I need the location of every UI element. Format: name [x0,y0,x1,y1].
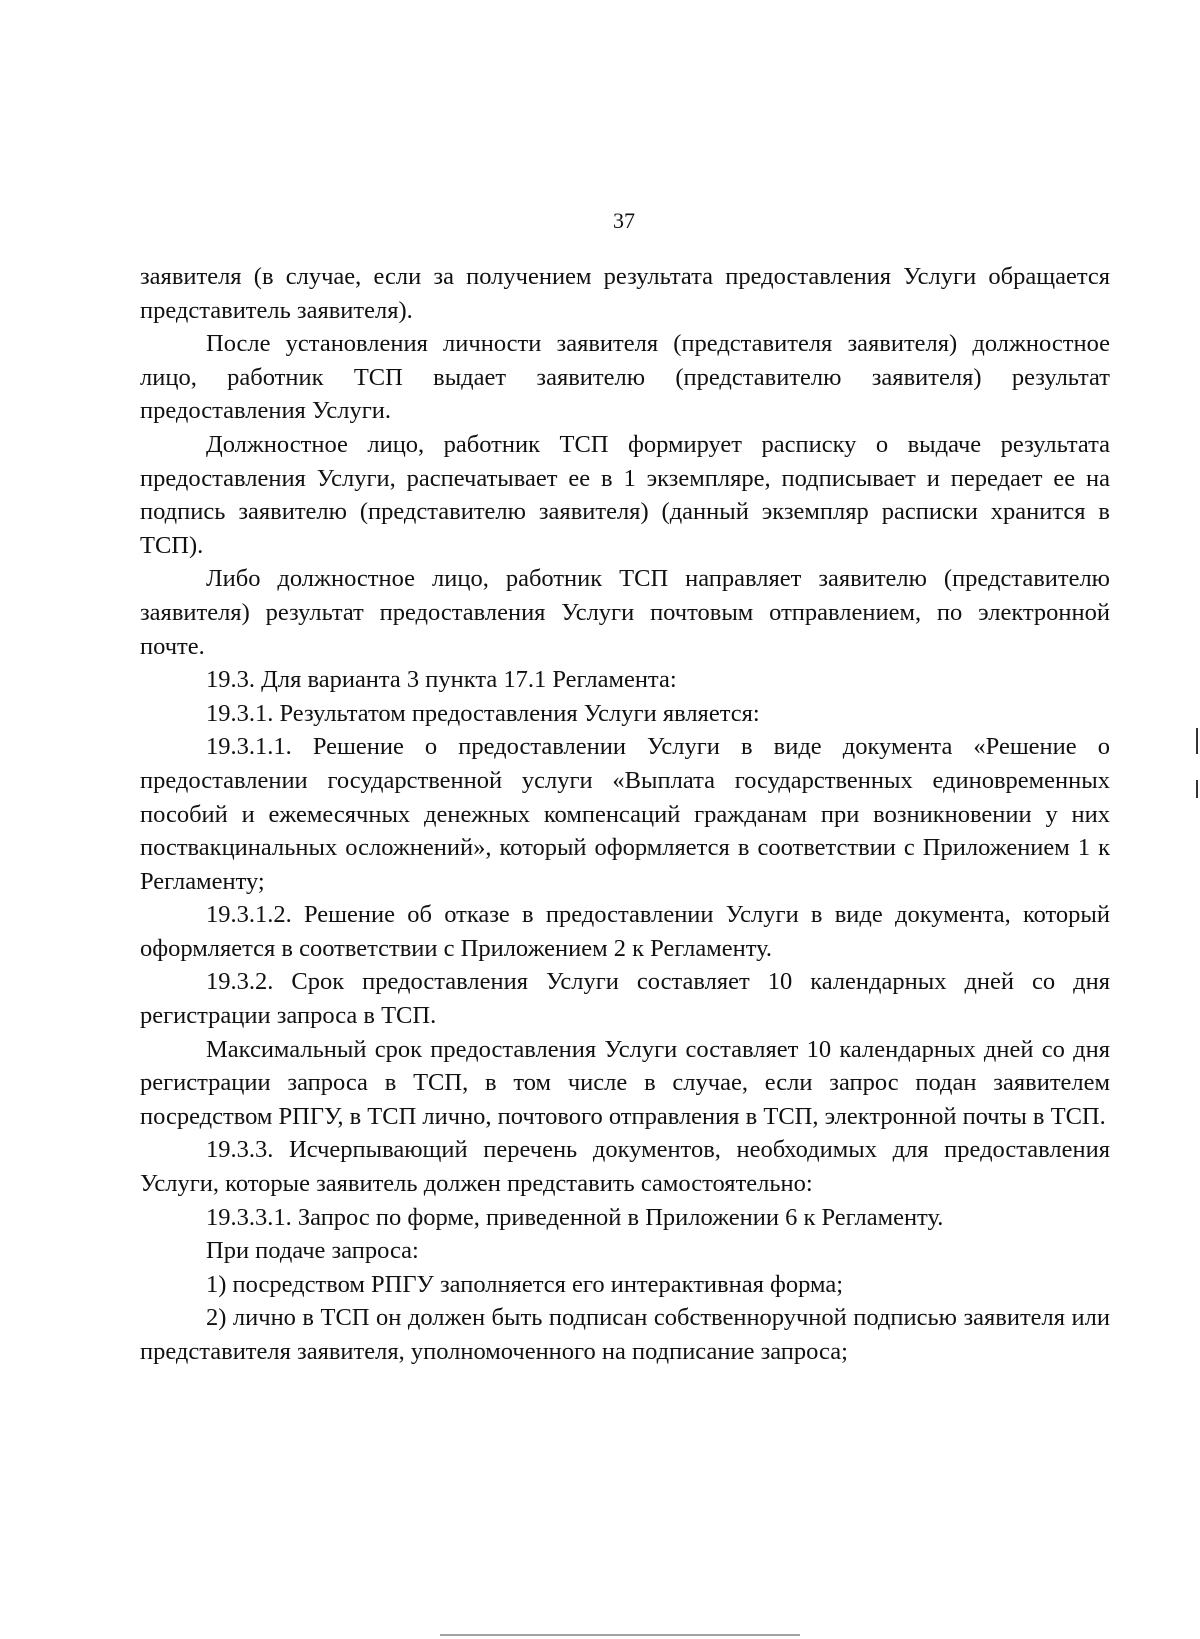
document-body [140,260,1110,1369]
paragraph-15: 2) лично в ТСП он должен быть подписан собственноручной подписью заявителя или представителя заявителя, уполномоченного на подписание запроса; [140,1304,1110,1365]
paragraph-5: 19.3. Для варианта 3 пункта 17.1 Регламента: [206,666,677,694]
paragraph-4: Либо должностное лицо, работник ТСП направляет заявителю (представителю заявителя) результат предоставления Услуги почтовым отправлением, по электронной почте. [140,565,1110,660]
paragraph-8: 19.3.1.2. Решение об отказе в предоставлении Услуги в виде документа, который оформляется в соответствии с Приложением 2 к Регламенту. [140,901,1110,962]
page-number: 37 [613,208,635,233]
paragraph-11: 19.3.3. Исчерпывающий перечень документов, необходимых для предоставления Услуги, которые заявитель должен представить самостоятельно: [140,1136,1110,1198]
paragraph-7: 19.3.1.1. Решение о предоставлении Услуги в виде документа «Решение о предоставлении государственной услуги «Выплата государственных единовременных пособий и ежемесячных денежных компенсаций гражданам при возникновении у них поствакцинальных осложнений», который оформляется в соответствии с Приложением 1 к Регламенту; [140,733,1110,895]
paragraph-2: После установления личности заявителя (представителя заявителя) должностное лицо, работник ТСП выдает заявителю (представителю заявителя) результат предоставления Услуги. [140,330,1110,425]
paragraph-14: 1) посредством РПГУ заполняется его интерактивная форма; [206,1270,843,1298]
paragraph-6: 19.3.1. Результатом предоставления Услуги является: [206,699,760,727]
scan-bottom-edge-line [440,1634,800,1636]
paragraph-12: 19.3.3.1. Запрос по форме, приведенной в Приложении 6 к Регламенту. [206,1203,944,1231]
paragraph-3: Должностное лицо, работник ТСП формирует расписку о выдаче результата предоставления Услуги, распечатывает ее в 1 экземпляре, подписывает и передает ее на подпись заявителю (представителю заявителя) (данный экземпляр расписки хранится в ТСП). [140,430,1110,559]
paragraph-1: заявителя (в случае, если за получением результата предоставления Услуги обращается представитель заявителя). [140,263,1110,324]
scan-right-edge-mark [1196,728,1198,754]
scan-right-edge-mark [1196,780,1198,798]
paragraph-9: 19.3.2. Срок предоставления Услуги составляет 10 календарных дней со дня регистрации запроса в ТСП. [140,968,1110,1030]
paragraph-10: Максимальный срок предоставления Услуги составляет 10 календарных дней со дня регистрации запроса в ТСП, в том числе в случае, если запрос подан заявителем посредством РПГУ, в ТСП лично, почтового отправления в ТСП, электронной почты в ТСП. [140,1035,1110,1130]
paragraph-13: При подаче запроса: [206,1237,419,1265]
